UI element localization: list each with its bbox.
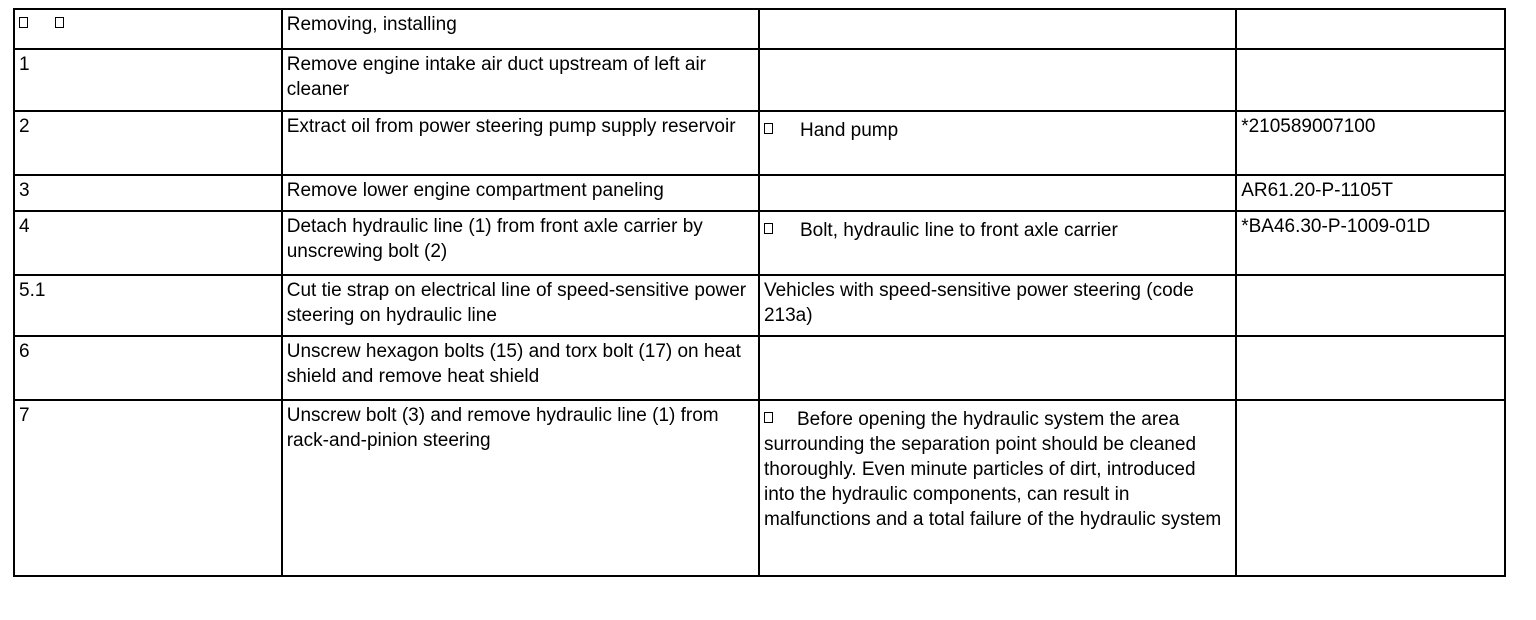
step-action: Remove lower engine compartment paneling — [282, 175, 759, 211]
header-empty-cell — [1236, 9, 1505, 49]
step-action: Cut tie strap on electrical line of speed-sensitive power steering on hydraulic line — [282, 275, 759, 336]
step-reference[interactable]: AR61.20-P-1105T — [1236, 175, 1505, 211]
table-row — [14, 211, 1505, 275]
table-row — [14, 400, 1505, 576]
step-reference[interactable]: *210589007100 — [1236, 111, 1505, 175]
step-action: Detach hydraulic line (1) from front axle carrier by unscrewing bolt (2) — [282, 211, 759, 275]
step-note — [759, 49, 1236, 111]
table-header-row — [14, 9, 1505, 49]
step-note-text: Bolt, hydraulic line to front axle carrier — [799, 220, 1118, 241]
table-row — [14, 336, 1505, 400]
header-empty-cell — [759, 9, 1236, 49]
step-note — [759, 175, 1236, 211]
step-note-text: Hand pump — [799, 120, 899, 141]
square-icon — [764, 223, 773, 234]
header-title: Removing, installing — [282, 9, 759, 49]
step-number: 4 — [14, 211, 282, 275]
step-number: 6 — [14, 336, 282, 400]
header-icons-cell — [14, 9, 282, 49]
step-reference — [1236, 400, 1505, 576]
step-number: 5.1 — [14, 275, 282, 336]
table-row — [14, 111, 1505, 175]
step-action: Extract oil from power steering pump supply reservoir — [282, 111, 759, 175]
step-reference[interactable]: *BA46.30-P-1009-01D — [1236, 211, 1505, 275]
step-note — [759, 211, 1236, 275]
step-action: Remove engine intake air duct upstream of left air cleaner — [282, 49, 759, 111]
square-icon — [19, 17, 28, 28]
step-note — [759, 111, 1236, 175]
step-number: 1 — [14, 49, 282, 111]
step-note-text: Before opening the hydraulic system the area surrounding the separation point should be cleaned thoroughly. Even minute particles of dirt, introduced into the hydraulic components, can result in malfunctions and a total failure of the hydraulic system — [763, 409, 1222, 530]
step-number: 3 — [14, 175, 282, 211]
procedure-document — [13, 8, 1506, 577]
square-icon — [55, 17, 64, 28]
step-action: Unscrew hexagon bolts (15) and torx bolt (17) on heat shield and remove heat shield — [282, 336, 759, 400]
step-note — [759, 400, 1236, 576]
step-reference — [1236, 275, 1505, 336]
step-action: Unscrew bolt (3) and remove hydraulic line (1) from rack-and-pinion steering — [282, 400, 759, 576]
table-row — [14, 175, 1505, 211]
square-icon — [764, 412, 773, 423]
table-row — [14, 49, 1505, 111]
procedure-table — [13, 8, 1506, 577]
step-note: Vehicles with speed-sensitive power steering (code 213a) — [759, 275, 1236, 336]
table-row — [14, 275, 1505, 336]
step-reference — [1236, 336, 1505, 400]
step-number: 7 — [14, 400, 282, 576]
step-note — [759, 336, 1236, 400]
step-number: 2 — [14, 111, 282, 175]
square-icon — [764, 123, 773, 134]
step-reference — [1236, 49, 1505, 111]
